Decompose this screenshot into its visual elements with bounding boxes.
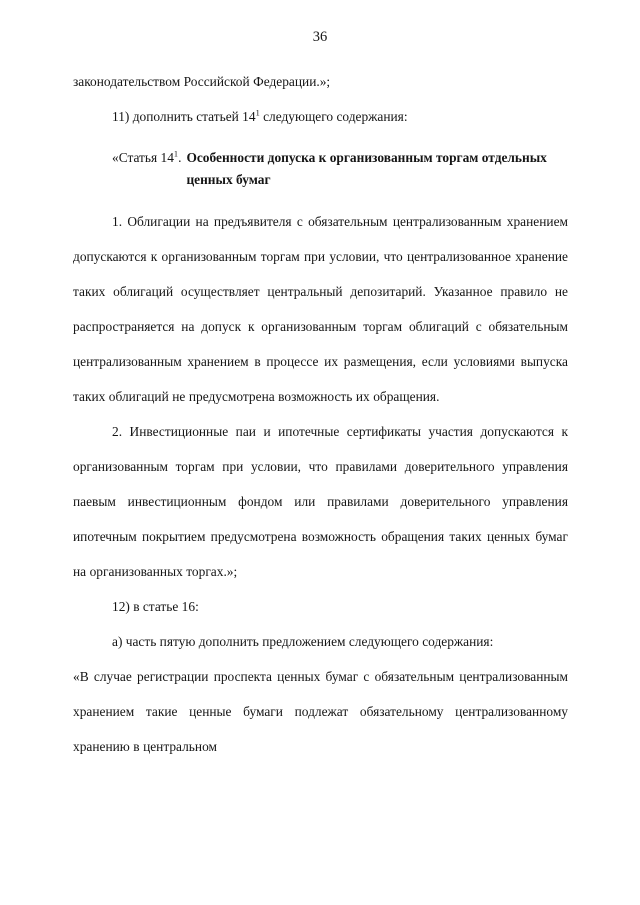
article-heading xyxy=(73,140,568,191)
article-heading-label-prefix: «Статья 14 xyxy=(112,150,174,165)
quoted-text: «В случае регистрации проспекта ценных бумаг с обязательным централизованным хранением такие ценные бумаги подлежат обязательному централизованному хранению в центральном xyxy=(73,669,568,754)
paragraph-2: 2. Инвестиционные паи и ипотечные сертификаты участия допускаются к организованным торгам при условии, что правилами доверительного управления паевым инвестиционным фондом или правилами доверительного управления ипотечным покрытием предусмотрена возможность обращения таких ценных бумаг на организованных торгах.»; xyxy=(73,424,568,579)
list-item-11 xyxy=(73,99,568,134)
superscript-marker: 1 xyxy=(255,108,260,118)
list-subitem-a: а) часть пятую дополнить предложением следующего содержания: xyxy=(112,634,494,649)
page-number: 36 xyxy=(312,29,328,45)
paragraph-1: 1. Облигации на предъявителя с обязательным централизованным хранением допускаются к организованным торгам при условии, что централизованное хранение таких облигаций осуществляет центральный депозитарий. Указанное правило не распространяется на допуск к организованным торгам облигаций с обязательным централизованным хранением в процессе их размещения, если условиями выпуска таких облигаций не предусмотрена возможность их обращения. xyxy=(73,214,568,404)
continuation-line: законодательством Российской Федерации.»; xyxy=(73,74,331,89)
list-item-12: 12) в статье 16: xyxy=(112,599,199,614)
article-heading-inner xyxy=(73,147,568,191)
list-item-11-prefix: 11) дополнить статьей 14 xyxy=(112,109,256,124)
page-content xyxy=(73,64,568,764)
list-item-11-suffix: следующего содержания: xyxy=(259,109,408,124)
article-heading-title: Особенности допуска к организованным торгам отдельных ценных бумаг xyxy=(186,150,547,187)
article-heading-label-suffix: . xyxy=(178,150,182,165)
spacer xyxy=(73,191,568,204)
superscript-marker: 1 xyxy=(173,149,179,159)
